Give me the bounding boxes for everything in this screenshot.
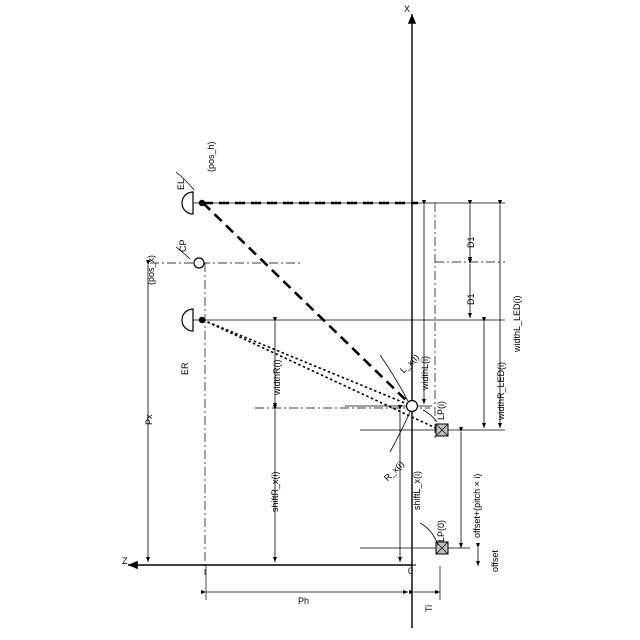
point-label-EL: EL	[176, 178, 186, 190]
note-pos-x-visible: (pos_x)	[146, 254, 156, 285]
point-CP	[194, 258, 204, 268]
axis-label-x: X	[404, 4, 411, 14]
dim-label-Px: Px	[144, 414, 154, 425]
dim-label-widthL: widthL(i)	[420, 355, 430, 390]
dim-label-widthL-LED: widthL_LED(i)	[512, 295, 522, 352]
dim-label-Ph: Ph	[298, 596, 310, 606]
note-pos-h: (pos_h)	[206, 141, 216, 172]
led-square-i	[436, 424, 448, 436]
point-label-LP-i: LP(i)	[436, 400, 446, 420]
dim-label-D1-upper: D1	[466, 236, 476, 248]
axis-label-z: Z	[122, 556, 128, 566]
point-label-CP: CP	[178, 239, 188, 252]
leader-lines	[176, 172, 438, 545]
point-label-LP-0: LP(0)	[436, 519, 446, 542]
dim-label-widthR-LED: widthR_LED(i)	[496, 361, 506, 420]
dim-label-R-x: R_x(i)	[382, 459, 407, 484]
dim-label-D1-lower: D1	[466, 293, 476, 305]
dim-label-offset: offset	[490, 550, 500, 572]
point-label-ER: ER	[180, 362, 190, 375]
dim-label-Ti: Ti	[424, 604, 434, 612]
construction-lines	[190, 203, 505, 548]
sight-lines-thick	[203, 203, 418, 406]
center-lines	[150, 203, 435, 575]
dimension-arrows-right	[424, 205, 505, 566]
dim-label-shiftR-x: shiftR_x(i)	[270, 471, 280, 512]
origin-label: 0	[408, 566, 414, 576]
eye-EL-icon	[182, 192, 205, 214]
dim-label-widthR: widthR(i)	[272, 359, 282, 395]
dim-label-offset-pitch: offset+(pitch × i)	[472, 473, 482, 538]
point-LP-i	[407, 401, 418, 412]
dim-label-shiftL-x: shiftL_x(i)	[412, 470, 422, 510]
dim-label-L-x: L_x(i)	[398, 352, 421, 376]
eye-ER-icon	[182, 309, 205, 331]
